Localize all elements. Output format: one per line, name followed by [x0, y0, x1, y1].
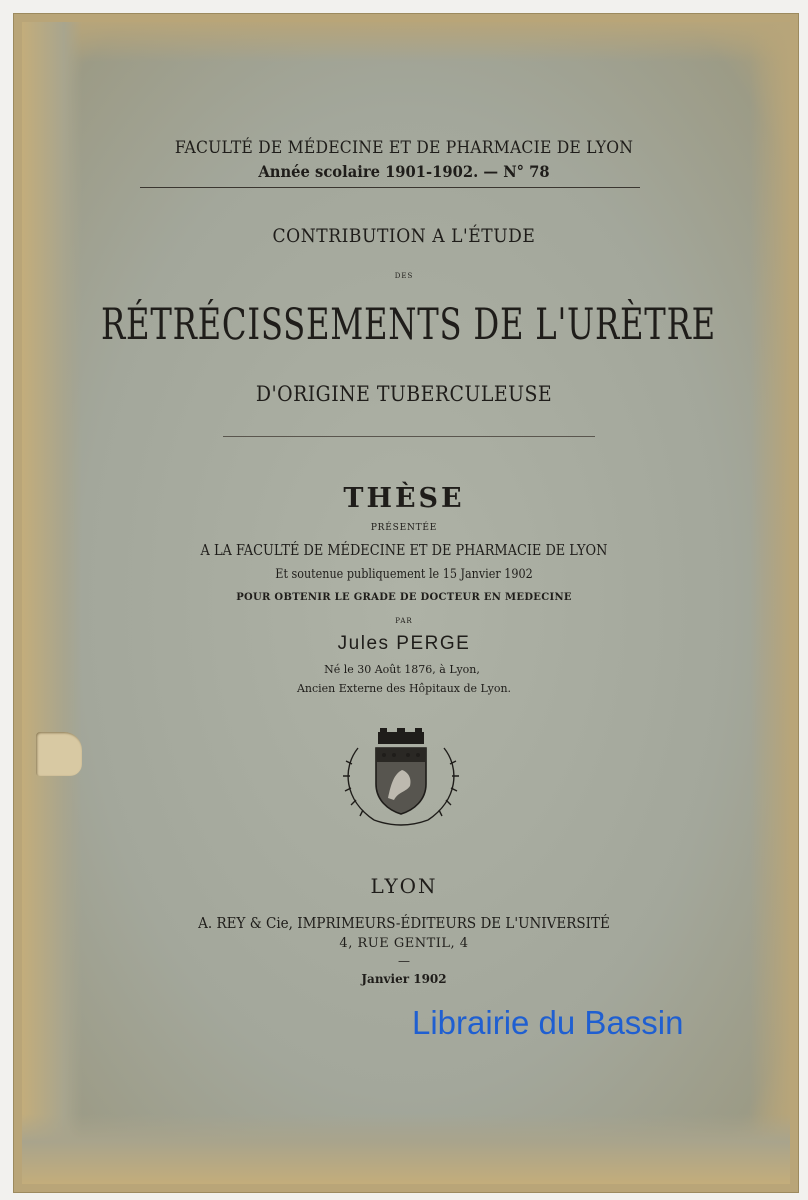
defense-date: Et soutenue publiquement le 15 Janvier 1902 — [275, 567, 533, 582]
par-label: PAR — [395, 617, 413, 625]
imprint-city: LYON — [370, 874, 438, 898]
author-name: Jules PERGE — [337, 633, 471, 654]
subtitle: D'ORIGINE TUBERCULEUSE — [255, 382, 553, 406]
degree-purpose: POUR OBTENIR LE GRADE DE DOCTEUR EN MEDECINE — [236, 592, 572, 603]
academic-year-line: Année scolaire 1901-1902. — N° 78 — [258, 162, 550, 181]
aged-edge-bottom — [22, 1114, 790, 1184]
lyon-coat-of-arms-icon — [336, 728, 466, 832]
title-des: DES — [394, 272, 414, 280]
header-rule — [140, 187, 640, 188]
imprint-date: Janvier 1902 — [361, 972, 447, 986]
main-title: RÉTRÉCISSEMENTS DE L'URÈTRE — [101, 300, 716, 350]
imprint-address: 4, RUE GENTIL, 4 — [339, 936, 469, 951]
imprint-dash: — — [398, 954, 410, 968]
title-pre: CONTRIBUTION A L'ÉTUDE — [272, 225, 536, 247]
author-born: Né le 30 Août 1876, à Lyon, — [324, 663, 480, 676]
author-former: Ancien Externe des Hôpitaux de Lyon. — [296, 682, 512, 695]
faculty-header: FACULTÉ DE MÉDECINE ET DE PHARMACIE DE LYON — [174, 138, 634, 158]
presented-to: A LA FACULTÉ DE MÉDECINE ET DE PHARMACIE DE LYON — [200, 541, 608, 559]
aged-edge-left — [22, 22, 82, 1184]
bookseller-watermark: Librairie du Bassin — [412, 1004, 684, 1041]
imprint-publisher: A. REY & Cie, IMPRIMEURS-ÉDITEURS DE L'UNIVERSITÉ — [198, 914, 610, 932]
title-rule — [223, 436, 595, 437]
aged-edge-top — [22, 22, 790, 62]
these-heading: THÈSE — [343, 483, 465, 514]
presentee-label: PRÉSENTÉE — [370, 523, 438, 533]
paper-tear — [36, 732, 82, 776]
aged-edge-right — [750, 22, 790, 1184]
